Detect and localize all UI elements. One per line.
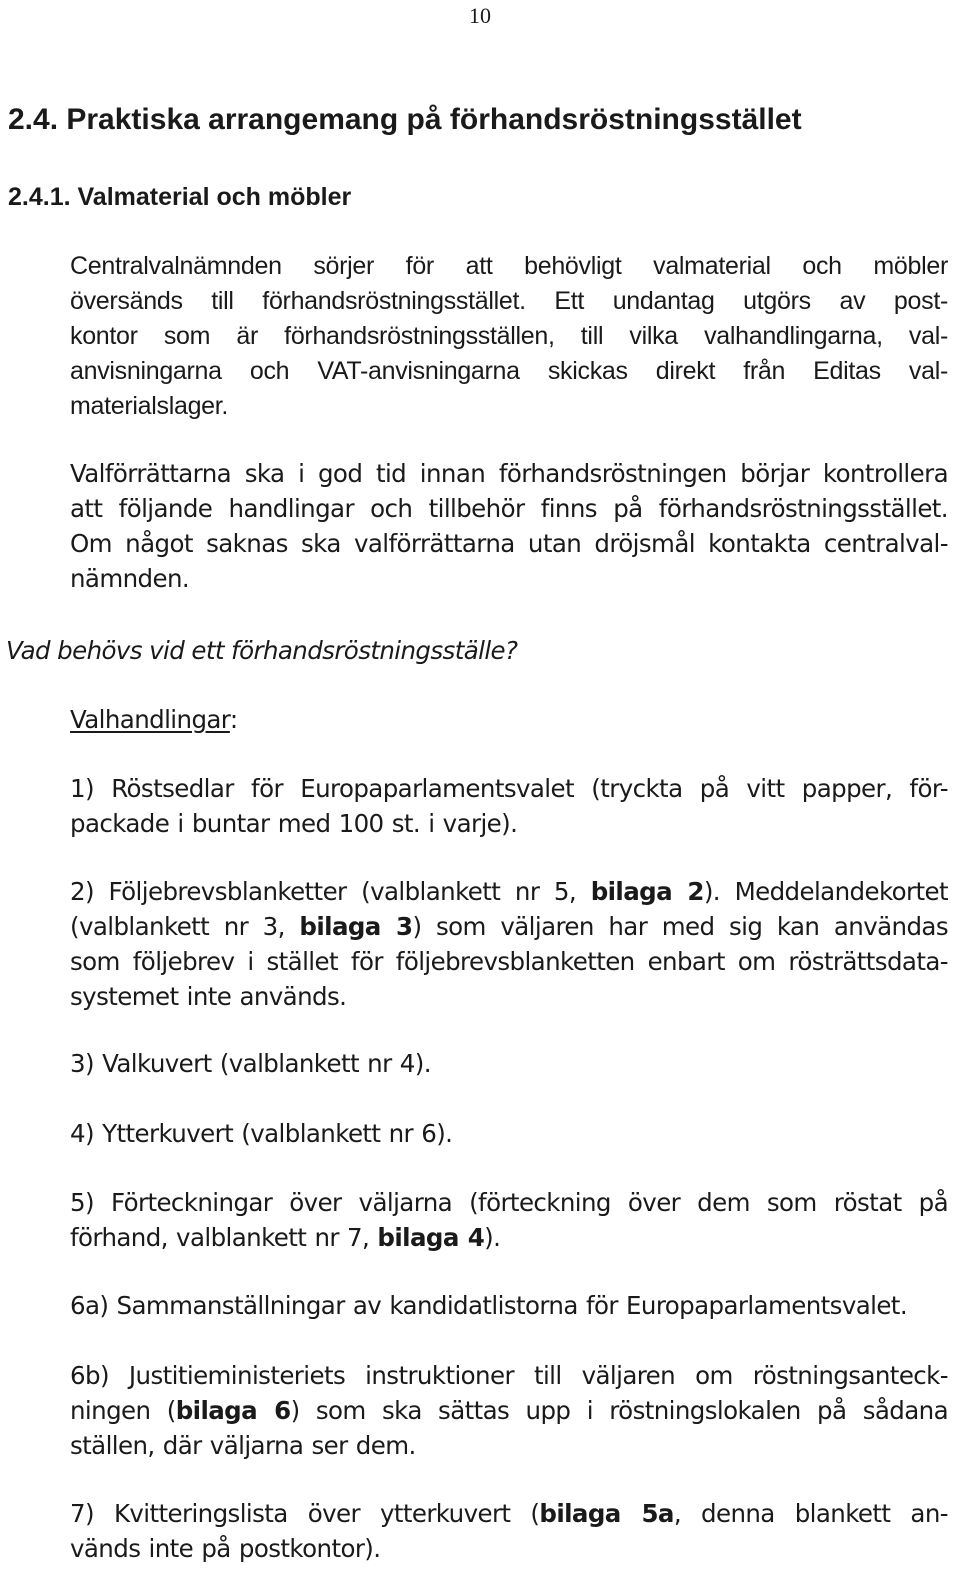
list-item-line: [70, 909, 948, 944]
list-heading: [70, 702, 238, 737]
list-item-5: [70, 1185, 948, 1255]
paragraph-line: anvisningarna och VAT-anvisningarna skickas direkt från Editas val-: [70, 357, 948, 385]
bilaga-ref: bilaga 3: [299, 912, 413, 941]
list-item-text: förhand, valblankett nr 7,: [70, 1223, 378, 1252]
list-item-text: ) som ska sättas upp i röstningslokalen på sådana: [290, 1396, 948, 1425]
paragraph-valmaterial: [70, 249, 948, 424]
paragraph-valforrattarna: [70, 456, 948, 596]
list-item-line: packade i buntar med 100 st. i varje).: [70, 809, 518, 838]
list-item-line: 5) Förteckningar över väljarna (förteckning över dem som röstat på: [70, 1188, 948, 1217]
bilaga-ref: bilaga 2: [590, 877, 704, 906]
list-heading-colon: :: [229, 705, 238, 734]
list-item-6b: [70, 1358, 948, 1463]
bilaga-ref: bilaga 5a: [539, 1499, 674, 1528]
list-item-text: 2) Följebrevsblanketter (valblankett nr 5,: [70, 877, 591, 906]
list-item-text: , denna blankett an-: [673, 1499, 948, 1528]
section-heading: 2.4. Praktiska arrangemang på förhandsröstningsstället: [8, 103, 802, 136]
list-item-text: ) som väljaren har med sig kan användas: [412, 912, 948, 941]
list-item-text: 7) Kvitteringslista över ytterkuvert (: [70, 1499, 540, 1528]
list-item-line: 4) Ytterkuvert (valblankett nr 6).: [70, 1119, 453, 1148]
list-item-line: [70, 1393, 948, 1428]
list-item-line: som följebrev i stället för följebrevsblanketten enbart om rösträttsdata-: [70, 947, 948, 976]
list-item-line: 3) Valkuvert (valblankett nr 4).: [70, 1049, 431, 1078]
paragraph-line: Valförrättarna ska i god tid innan förhandsröstningen börjar kontrollera: [70, 459, 948, 488]
list-heading-text: Valhandlingar: [70, 705, 230, 734]
list-item-4: [70, 1116, 948, 1151]
list-item-line: [70, 1496, 948, 1531]
list-item-line: ställen, där väljarna ser dem.: [70, 1431, 416, 1460]
bilaga-ref: bilaga 4: [377, 1223, 485, 1252]
paragraph-line: översänds till förhandsröstningsstället. Ett undantag utgörs av post-: [70, 287, 948, 315]
list-item-text: ningen (: [70, 1396, 176, 1425]
list-item-line: vänds inte på postkontor).: [70, 1534, 381, 1563]
list-item-text: ). Meddelandekortet: [703, 877, 948, 906]
list-item-line: 6a) Sammanställningar av kandidatlistorna för Europaparlamentsvalet.: [70, 1291, 908, 1320]
list-item-7: [70, 1496, 948, 1566]
subsection-heading: 2.4.1. Valmaterial och möbler: [8, 183, 352, 211]
list-item-line: systemet inte används.: [70, 982, 347, 1011]
paragraph-line: materialslager.: [70, 392, 229, 420]
list-item-text: (valblankett nr 3,: [70, 912, 300, 941]
list-item-line: 6b) Justitieministeriets instruktioner till väljaren om röstningsanteck-: [70, 1361, 948, 1390]
bilaga-ref: bilaga 6: [175, 1396, 291, 1425]
list-item-line: 1) Röstsedlar för Europaparlamentsvalet (tryckta på vitt papper, för-: [70, 774, 948, 803]
list-item-text: ).: [484, 1223, 501, 1252]
paragraph-line: Om något saknas ska valförrättarna utan dröjsmål kontakta centralval-: [70, 529, 948, 558]
question-heading: Vad behövs vid ett förhandsröstningsställe?: [6, 636, 518, 665]
paragraph-line: Centralvalnämnden sörjer för att behövligt valmaterial och möbler: [70, 252, 948, 280]
list-item-line: [70, 874, 948, 909]
list-item-line: [70, 1220, 948, 1255]
page-number: 10: [469, 3, 491, 28]
list-item-2: [70, 874, 948, 1014]
paragraph-line: att följande handlingar och tillbehör finns på förhandsröstningsstället.: [70, 494, 948, 523]
paragraph-line: kontor som är förhandsröstningsställen, till vilka valhandlingarna, val-: [70, 322, 948, 350]
list-item-6a: [70, 1288, 948, 1323]
list-item-3: [70, 1046, 948, 1081]
list-item-1: [70, 771, 948, 841]
paragraph-line: nämnden.: [70, 564, 190, 593]
